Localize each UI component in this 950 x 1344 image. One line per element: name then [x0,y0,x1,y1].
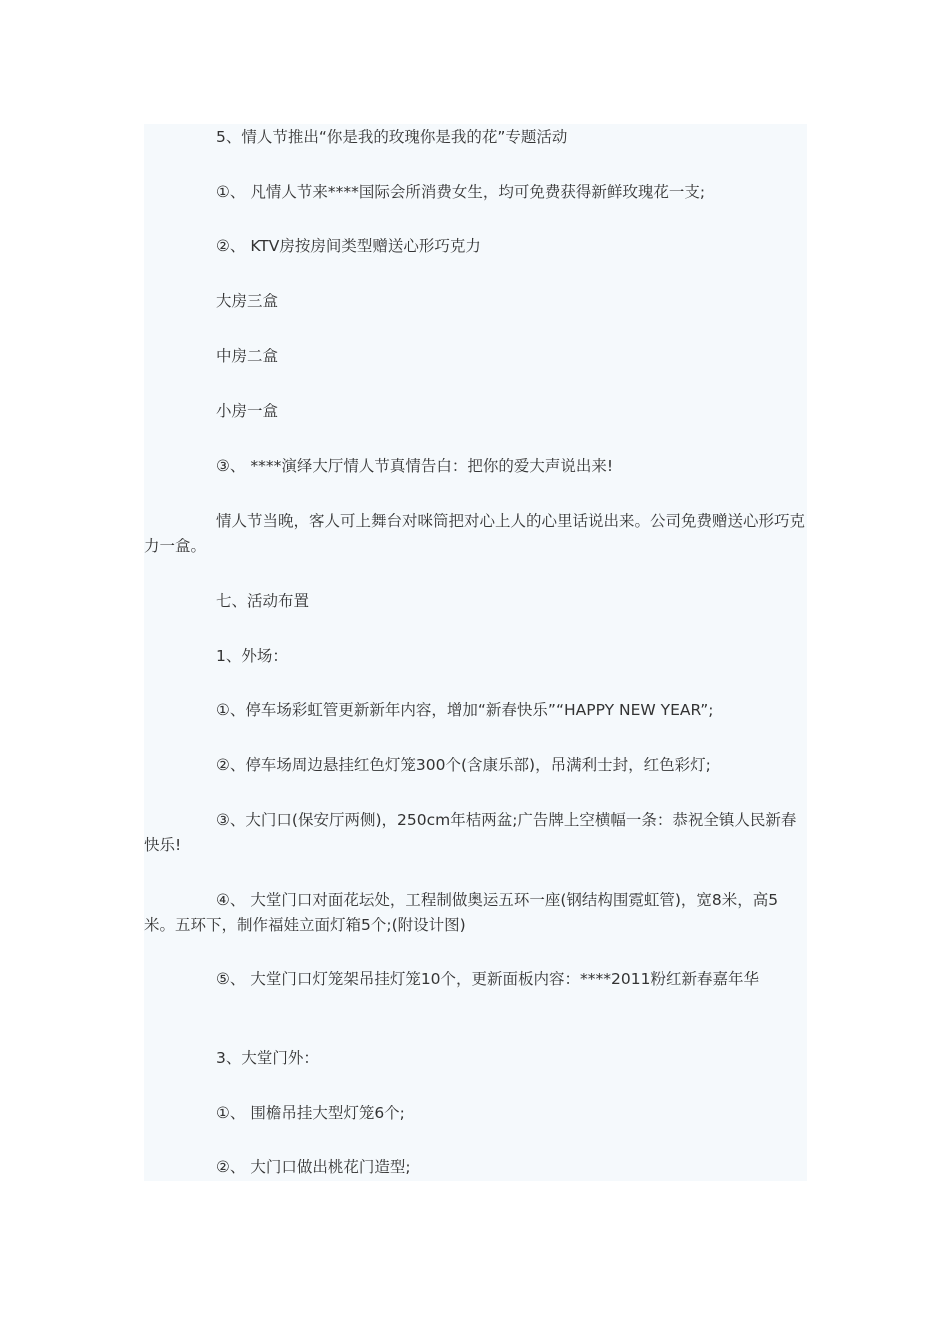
list-item: ②、 大门口做出桃花门造型; [216,1158,411,1176]
list-item: ③、 ****演绎大厅情人节真情告白：把你的爱大声说出来! [216,457,614,475]
section-heading: 3、大堂门外： [216,1049,319,1067]
document-body [144,124,807,1181]
list-item: ③、大门口(保安厅两侧)，250cm年桔两盆;广告牌上空横幅一条：恭祝全镇人民新春快乐! [144,811,797,854]
list-item: 大房三盒 [216,292,279,310]
list-item: ④、 大堂门口对面花坛处，工程制做奥运五环一座(钢结构围霓虹管)，宽8米，高5米。五环下，制作福娃立面灯箱5个;(附设计图) [144,891,779,934]
list-item: ⑤、 大堂门口灯笼架吊挂灯笼10个，更新面板内容：****2011粉红新春嘉年华 [216,970,759,988]
section-heading: 七、活动布置 [216,592,310,610]
paragraph: 情人节当晚，客人可上舞台对咪筒把对心上人的心里话说出来。公司免费赠送心形巧克力一盒。 [144,512,806,555]
list-item: ②、停车场周边悬挂红色灯笼300个(含康乐部)，吊满利士封，红色彩灯; [216,756,711,774]
list-item: ①、停车场彩虹管更新新年内容，增加“新春快乐”“HAPPY NEW YEAR”; [216,701,714,719]
section-heading: 1、外场： [216,647,288,665]
list-item: ①、 凡情人节来****国际会所消费女生，均可免费获得新鲜玫瑰花一支; [216,183,706,201]
section-heading: 5、情人节推出“你是我的玫瑰你是我的花”专题活动 [216,128,568,146]
list-item: 小房一盒 [216,402,279,420]
list-item: ②、 KTV房按房间类型赠送心形巧克力 [216,237,481,255]
list-item: 中房二盒 [216,347,279,365]
list-item: ①、 围檐吊挂大型灯笼6个; [216,1104,405,1122]
